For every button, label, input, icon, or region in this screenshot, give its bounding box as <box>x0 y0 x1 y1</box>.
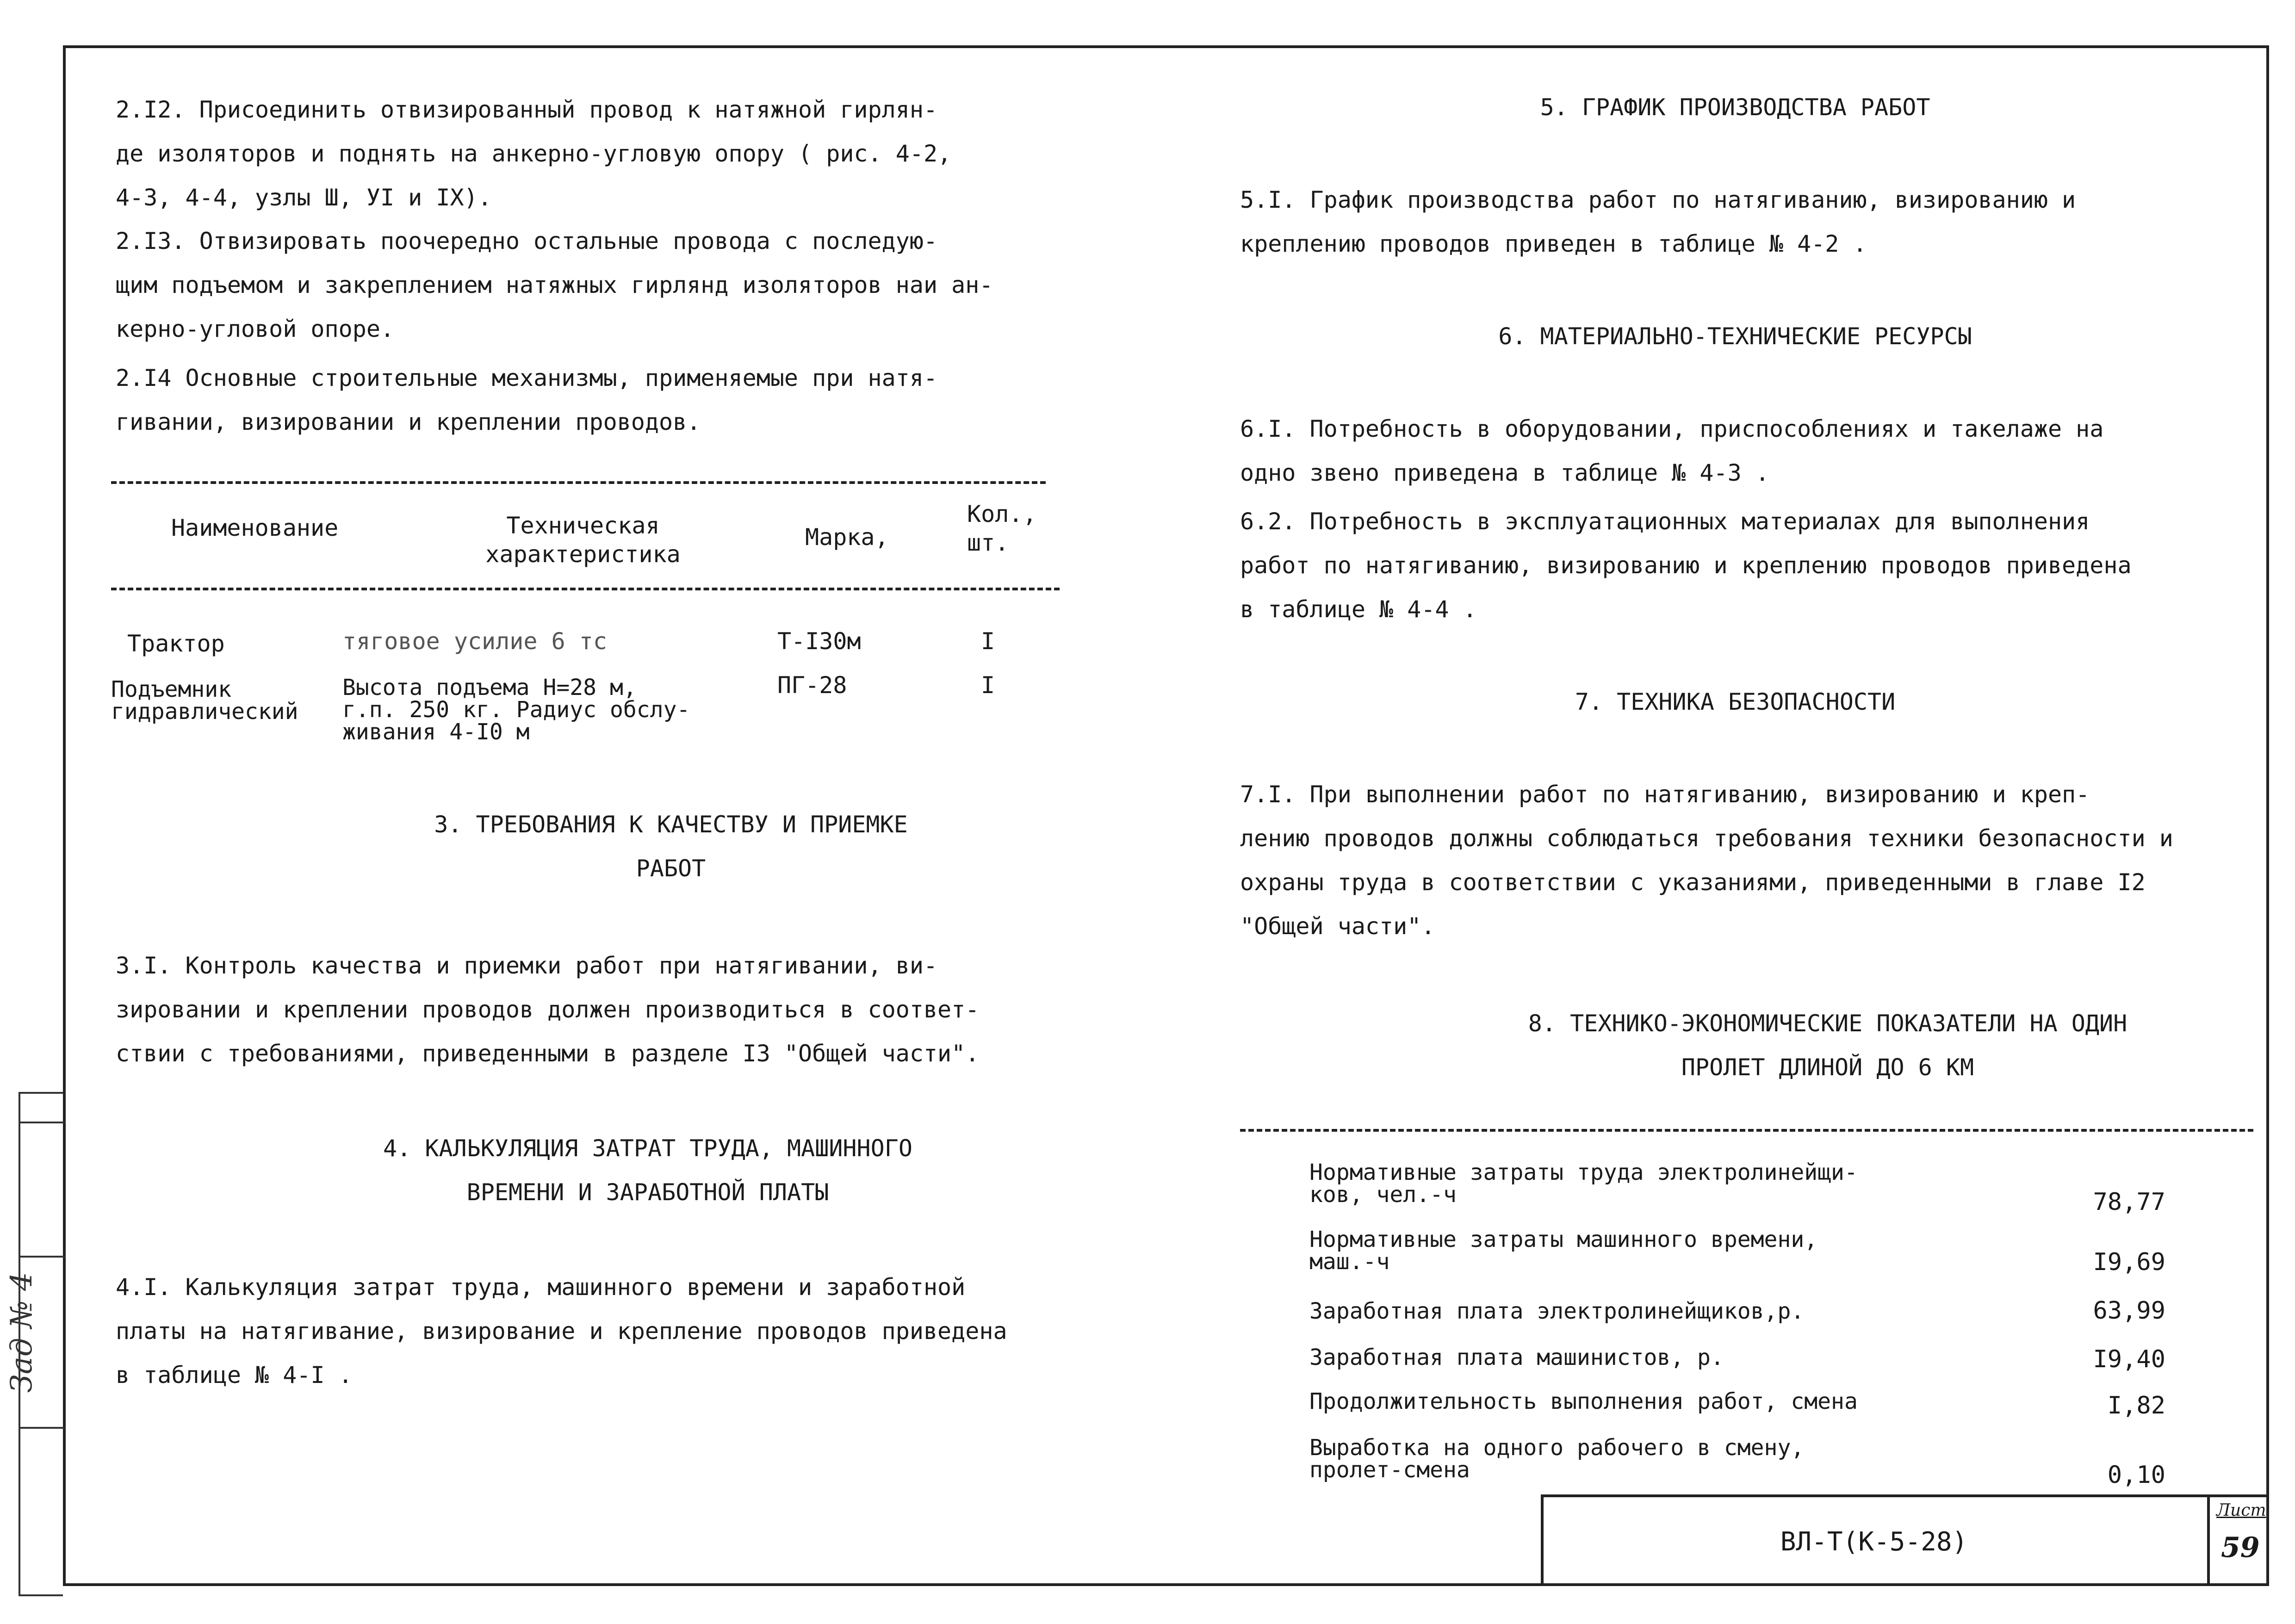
table-row-1-mark: Т-I30м <box>777 628 861 655</box>
paragraph-6-2: 6.2. Потребность в эксплуатационных материалах для выполнения работ по натягиванию, визированию и креплению проводов приведена в таблице № 4-4 . <box>1240 508 2132 623</box>
indicator-value-5: I,82 <box>2107 1392 2165 1419</box>
table-row-2-name: Подъемник гидравлический <box>111 676 298 725</box>
indicator-value-2: I9,69 <box>2093 1248 2165 1276</box>
section-5-heading: 5. ГРАФИК ПРОИЗВОДСТВА РАБОТ <box>1540 94 1930 121</box>
table-header-name: Наименование <box>171 514 339 541</box>
section-4-heading: 4. КАЛЬКУЛЯЦИЯ ЗАТРАТ ТРУДА, МАШИННОГО ВРЕМЕНИ И ЗАРАБОТНОЙ ПЛАТЫ <box>383 1135 912 1206</box>
table-row-1-qty: I <box>981 628 995 655</box>
indicators-rule <box>1240 1129 2253 1132</box>
indicator-label-1: Нормативные затраты труда электролинейщи- ков, чел.-ч <box>1309 1159 1858 1208</box>
paragraph-7-1: 7.I. При выполнении работ по натягиванию, визированию и креп- лению проводов должны соблюдаться требования техники безопасности и охраны труда в соответствии с указаниями, приведенными в главе I2 "Общей части". <box>1240 781 2173 940</box>
table-header-qty: Кол., шт. <box>967 501 1037 556</box>
section-3-heading: 3. ТРЕБОВАНИЯ К КАЧЕСТВУ И ПРИЕМКЕ РАБОТ <box>434 811 908 882</box>
document-code: ВЛ-Т(К-5-28) <box>1780 1527 1968 1557</box>
indicator-value-3: 63,99 <box>2093 1297 2165 1325</box>
sheet-number: 59 <box>2221 1531 2260 1564</box>
section-6-heading: 6. МАТЕРИАЛЬНО-ТЕХНИЧЕСКИЕ РЕСУРСЫ <box>1498 323 1972 350</box>
paragraph-2-12: 2.I2. Присоединить отвизированный провод к натяжной гирлян- де изоляторов и поднять на анкерно-угловую опору ( рис. 4-2, 4-3, 4-4, узлы Ш, УI и IХ). <box>116 96 952 211</box>
indicator-value-6: 0,10 <box>2107 1461 2165 1489</box>
table-header-tech: Техническая характеристика <box>485 512 681 568</box>
indicator-value-4: I9,40 <box>2093 1345 2165 1373</box>
table-row-2-tech: Высота подъема Н=28 м, г.п. 250 кг. Радиус обслу- живания 4-I0 м <box>342 675 690 745</box>
section-7-heading: 7. ТЕХНИКА БЕЗОПАСНОСТИ <box>1575 688 1896 715</box>
table-header-rule <box>111 588 1060 590</box>
paragraph-2-14: 2.I4 Основные строительные механизмы, применяемые при натя- гивании, визировании и креплении проводов. <box>116 365 938 435</box>
table-header-mark: Марка, <box>805 524 889 551</box>
paragraph-4-1: 4.I. Калькуляция затрат труда, машинного времени и заработной платы на натягивание, визирование и крепление проводов приведена в таблице № 4-I . <box>116 1274 1007 1388</box>
indicator-value-1: 78,77 <box>2093 1188 2165 1216</box>
paragraph-5-1: 5.I. График производства работ по натягиванию, визированию и креплению проводов приведен в таблице № 4-2 . <box>1240 186 2076 257</box>
paragraph-6-1: 6.I. Потребность в оборудовании, приспособлениях и такелаже на одно звено приведена в таблице № 4-3 . <box>1240 415 2104 486</box>
binding-strip-text: Зад № 4 <box>5 1272 39 1393</box>
table-row-2-mark: ПГ-28 <box>777 672 847 699</box>
paragraph-2-13: 2.I3. Отвизировать поочередно остальные провода с последую- щим подъемом и закреплением натяжных гирлянд изоляторов наи ан- керно-угловой опоре. <box>116 228 993 342</box>
paragraph-3-1: 3.I. Контроль качества и приемки работ при натягивании, ви- зировании и креплении проводов должен производиться в соответ- ствии с требованиями, приведенными в разделе I3 "Общей части". <box>116 952 980 1067</box>
table-row-2-qty: I <box>981 672 995 699</box>
table-top-rule <box>111 481 1046 484</box>
section-8-heading: 8. ТЕХНИКО-ЭКОНОМИЧЕСКИЕ ПОКАЗАТЕЛИ НА ОДИН ПРОЛЕТ ДЛИНОЙ ДО 6 КМ <box>1528 1010 2128 1081</box>
indicator-label-5: Продолжительность выполнения работ, смена <box>1309 1388 1858 1414</box>
sheet-label: Лист <box>2216 1501 2266 1520</box>
indicator-label-3: Заработная плата электролинейщиков,р. <box>1309 1298 1805 1324</box>
indicator-label-6: Выработка на одного рабочего в смену, пролет-смена <box>1309 1435 1805 1483</box>
table-row-1-name: Трактор <box>127 630 225 657</box>
table-row-1-tech: тяговое усилие 6 тс <box>342 628 607 655</box>
indicator-label-2: Нормативные затраты машинного времени, маш.-ч <box>1309 1227 1818 1275</box>
indicator-label-4: Заработная плата машинистов, р. <box>1309 1345 1724 1370</box>
